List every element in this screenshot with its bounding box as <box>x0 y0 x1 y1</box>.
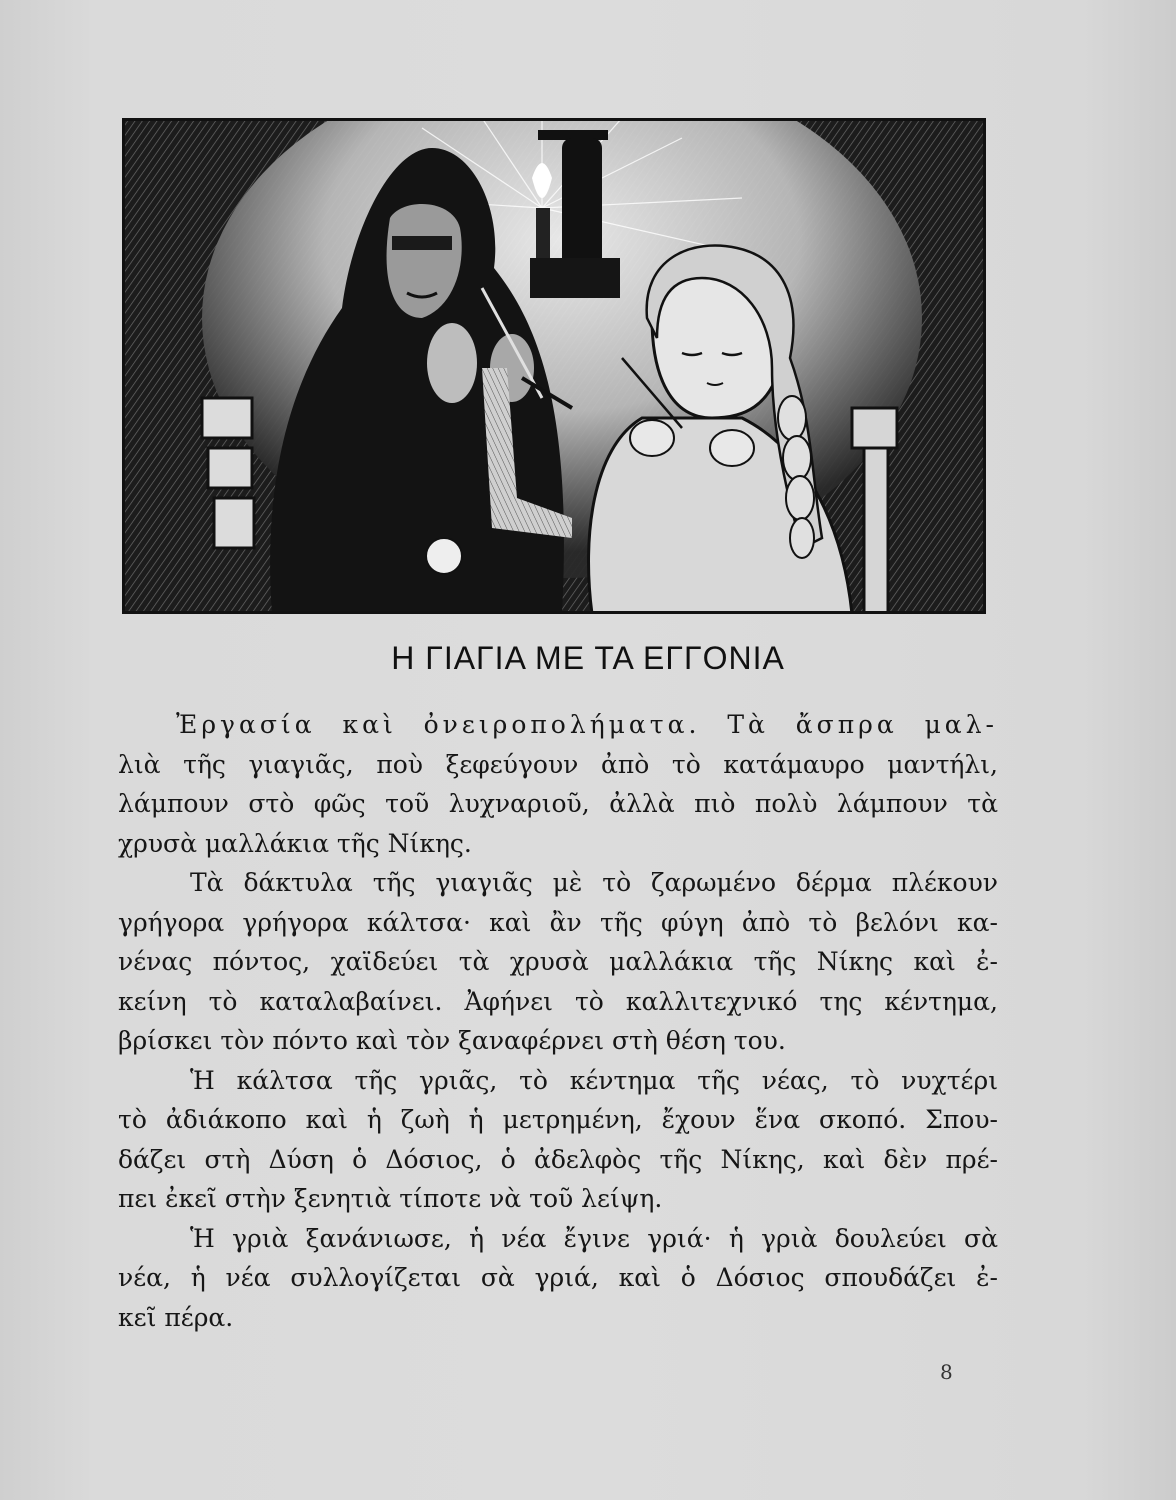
woodcut-illustration-icon <box>122 118 986 614</box>
text-line: γρήγορα γρήγορα κάλτσα· καὶ ἂν τῆς φύγη ἀπὸ τὸ βελόνι κα- <box>118 907 998 937</box>
text-line: δάζει στὴ Δύση ὁ Δόσιος, ὁ ἀδελφὸς τῆς Νίκης, καὶ δὲν πρέ- <box>118 1144 998 1174</box>
paragraph <box>118 1061 998 1219</box>
paragraph <box>118 863 998 1061</box>
text-line: νέα, ἡ νέα συλλογίζεται σὰ γριά, καὶ ὁ Δόσιος σπουδάζει ἐ- <box>118 1263 998 1292</box>
text-line: Ἡ κάλτσα τῆς γριᾶς, τὸ κέντημα τῆς νέας, τὸ νυχτέρι <box>190 1065 998 1095</box>
paragraph <box>118 1219 998 1338</box>
text-line: κείνη τὸ καταλαβαίνει. Ἀφήνει τὸ καλλιτεχνικό της κέντημα, <box>118 986 998 1016</box>
text-line: κεῖ πέρα. <box>118 1302 234 1332</box>
text-line: λάμπουν στὸ φῶς τοῦ λυχναριοῦ, ἀλλὰ πιὸ πολὺ λάμπουν τὰ <box>118 789 998 818</box>
body-text <box>118 705 998 1337</box>
text-line: χρυσὰ μαλλάκια τῆς Νίκης. <box>118 828 472 858</box>
text-line: Ἡ γριὰ ξανάνιωσε, ἡ νέα ἔγινε γριά· ἡ γριὰ δουλεύει σὰ <box>190 1223 998 1253</box>
text-line: βρίσκει τὸν πόντο καὶ τὸν ξαναφέρνει στὴ θέση του. <box>118 1026 786 1055</box>
text-line: λιὰ τῆς γιαγιᾶς, ποὺ ξεφεύγουν ἀπὸ τὸ κατάμαυρο μαντήλι, <box>118 749 998 779</box>
paragraph <box>118 705 998 863</box>
text-line: Ἐργασία καὶ ὀνειροπολήματα. Τὰ ἄσπρα μαλ- <box>176 710 998 739</box>
text-line: νένας πόντος, χαϊδεύει τὰ χρυσὰ μαλλάκια τῆς Νίκης καὶ ἐ- <box>118 947 998 976</box>
text-line: Τὰ δάκτυλα τῆς γιαγιᾶς μὲ τὸ ζαρωμένο δέρμα πλέκουν <box>190 868 998 897</box>
page-title: Η ΓΙΑΓΙΑ ΜΕ ΤΑ ΕΓΓΟΝΙΑ <box>391 640 785 676</box>
text-line: πει ἐκεῖ στὴν ξενητιὰ τίποτε νὰ τοῦ λείψη. <box>118 1184 663 1213</box>
text-line: τὸ ἀδιάκοπο καὶ ἡ ζωὴ ἡ μετρημένη, ἔχουν ἕνα σκοπό. Σπου- <box>118 1105 998 1134</box>
page-number: 8 <box>940 1360 953 1384</box>
